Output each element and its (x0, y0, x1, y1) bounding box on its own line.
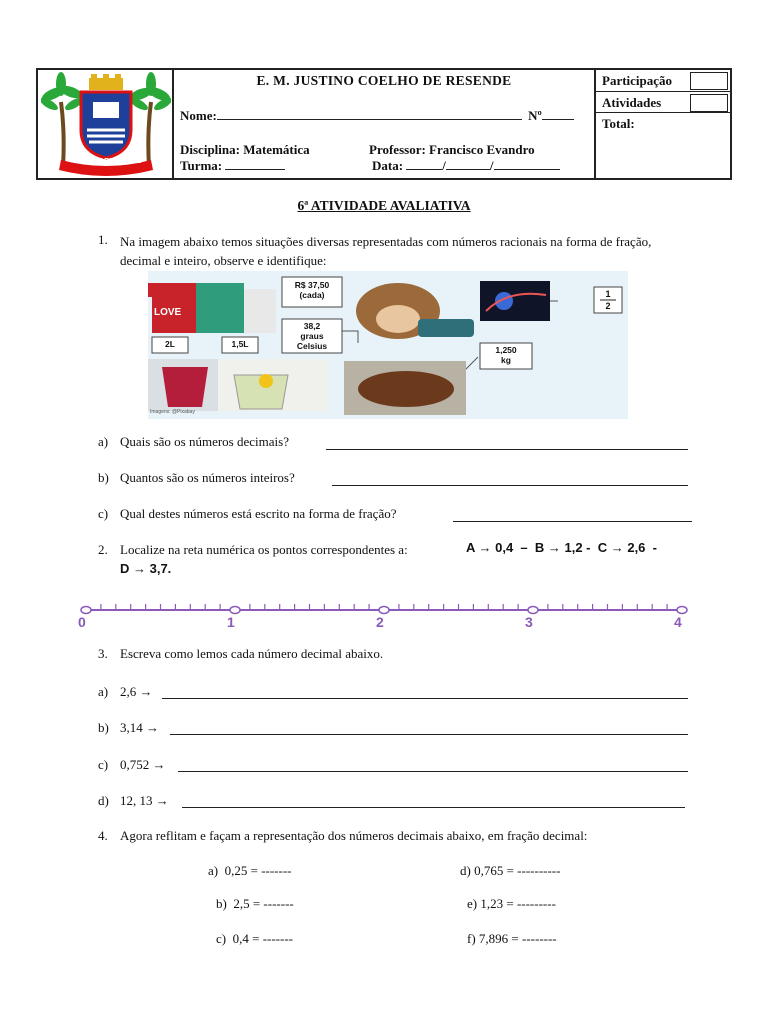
major-tick-4 (677, 607, 687, 614)
q2-text: Localize na reta numérica os pontos correspondentes a: (120, 542, 408, 557)
name-row (180, 108, 592, 124)
q4a-value: 0,25 = ------- (224, 863, 292, 878)
score-cell (596, 70, 730, 178)
q1a-letter: a) (98, 434, 109, 449)
number-field[interactable] (542, 119, 574, 120)
q4d-value: 0,765 = ---------- (474, 863, 561, 878)
class-field[interactable] (225, 169, 285, 170)
q3b-letter: b) (98, 720, 109, 735)
q3a-letter: a) (98, 684, 109, 699)
q3d-letter: d) (98, 793, 109, 808)
axis-label-1: 1 (227, 614, 235, 630)
q3a-value: 2,6 → (120, 684, 153, 699)
q1b-text: Quantos são os números inteiros? (120, 470, 295, 485)
q3c-letter: c) (98, 757, 109, 772)
q4-text: Agora reflitam e façam a representação dos números decimais abaixo, em fração decimal: (120, 828, 588, 843)
price-sub: (cada) (299, 290, 325, 300)
page-title: 6ª ATIVIDADE AVALIATIVA (297, 198, 471, 213)
class-row (180, 158, 285, 174)
major-tick-0 (81, 607, 91, 614)
axis-label-2: 2 (376, 614, 384, 630)
q3d-answer-line[interactable] (182, 807, 685, 808)
q2-number: 2. (98, 542, 108, 557)
q4e-letter: e) (467, 896, 478, 911)
q4b-letter: b) (216, 896, 227, 911)
axis-label-4: 4 (674, 614, 682, 630)
q3b-answer-line[interactable] (170, 734, 688, 735)
professor: Professor: Francisco Evandro (369, 142, 535, 157)
q1-image-collage (148, 271, 628, 419)
q1-number: 1. (98, 232, 108, 247)
rational-numbers-collage (148, 271, 628, 419)
fraction-denominator: 2 (605, 301, 611, 311)
q1a-text: Quais são os números decimais? (120, 434, 289, 449)
major-tick-3 (528, 607, 538, 614)
activities-box[interactable] (690, 94, 728, 112)
liters-a-label: 2L (165, 339, 175, 349)
q2-points-line1: A → 0,4 – B → 1,2 - C → 2,6 - (466, 540, 657, 555)
q4-number: 4. (98, 828, 108, 843)
temp-value: 38,2 (303, 321, 321, 331)
q1b-answer-line[interactable] (332, 485, 688, 486)
q4b-item[interactable] (216, 896, 294, 912)
fraction-numerator: 1 (605, 289, 611, 299)
q3a-answer-line[interactable] (162, 698, 688, 699)
q1a-answer-line[interactable] (326, 449, 688, 450)
logo-ribbon-text: 26/09 BARRAS 1841 (74, 158, 142, 165)
q3c-answer-line[interactable] (178, 771, 688, 772)
info-cell (174, 70, 596, 178)
number-label: Nº (528, 108, 542, 123)
q4c-value: 0,4 = ------- (232, 931, 293, 946)
date-label: Data: (372, 158, 404, 173)
q4b-value: 2,5 = ------- (233, 896, 294, 911)
q1c-answer-line[interactable] (453, 521, 692, 522)
name-field[interactable] (217, 119, 522, 120)
q4d-item[interactable] (460, 863, 560, 879)
liters-b-label: 1,5L (231, 339, 249, 349)
axis-label-3: 3 (525, 614, 533, 630)
school-name: E. M. JUSTINO COELHO DE RESENDE (256, 73, 512, 88)
participation-row (596, 70, 730, 92)
q3d-value: 12, 13 → (120, 793, 169, 808)
number-line[interactable] (76, 600, 696, 640)
logo-cell (38, 70, 174, 178)
q4a-item[interactable] (208, 863, 292, 879)
header-table (36, 68, 732, 180)
date-day-field[interactable] (406, 169, 442, 170)
price-label (282, 280, 342, 300)
discipline: Disciplina: Matemática (180, 142, 310, 157)
shirt-text: LOVE (154, 307, 182, 318)
date-month-field[interactable] (446, 169, 490, 170)
q3c-value: 0,752 → (120, 757, 166, 772)
temp-unit-2: Celsius (296, 341, 328, 351)
weight-label (480, 345, 532, 365)
q1b-letter: b) (98, 470, 109, 485)
name-label: Nome: (180, 108, 217, 123)
weight-value: 1,250 (495, 345, 517, 355)
q4f-value: 7,896 = -------- (478, 931, 557, 946)
q1-text: Na imagem abaixo temos situações diversas representadas com números racionais na forma de fração, decimal e inteiro, observe e identifique: (120, 234, 652, 268)
q1c-letter: c) (98, 506, 109, 521)
q1c-text: Qual destes números está escrito na forma de fração? (120, 506, 397, 521)
class-label: Turma: (180, 158, 223, 173)
major-tick-2 (379, 607, 389, 614)
date-row: Data: / / (372, 158, 560, 174)
temp-unit-1: graus (300, 331, 324, 341)
fraction-label (594, 288, 622, 312)
q4a-letter: a) (208, 863, 219, 878)
weight-unit: kg (501, 355, 511, 365)
major-tick-1 (230, 607, 240, 614)
q4d-letter: d) (460, 863, 471, 878)
total-label: Total: (602, 116, 635, 131)
q4f-item[interactable] (467, 931, 557, 947)
q4e-value: 1,23 = --------- (480, 896, 556, 911)
participation-label: Participação (602, 73, 673, 88)
axis-label-0: 0 (78, 614, 86, 630)
activities-row (596, 92, 730, 113)
temperature-label (282, 321, 342, 351)
activities-label: Atividades (602, 95, 662, 110)
participation-box[interactable] (690, 72, 728, 90)
q4c-letter: c) (216, 931, 227, 946)
date-year-field[interactable] (494, 169, 560, 170)
q3-number: 3. (98, 646, 108, 661)
q4f-letter: f) (467, 931, 476, 946)
price-value: R$ 37,50 (294, 280, 330, 290)
image-credit: Imagens: @Pixabay (150, 409, 195, 415)
q4c-item[interactable] (216, 931, 293, 947)
q3-text: Escreva como lemos cada número decimal abaixo. (120, 646, 384, 661)
q2-points-line2: D → 3,7. (120, 561, 172, 576)
q4e-item[interactable] (467, 896, 556, 912)
q3b-value: 3,14 → (120, 720, 159, 735)
